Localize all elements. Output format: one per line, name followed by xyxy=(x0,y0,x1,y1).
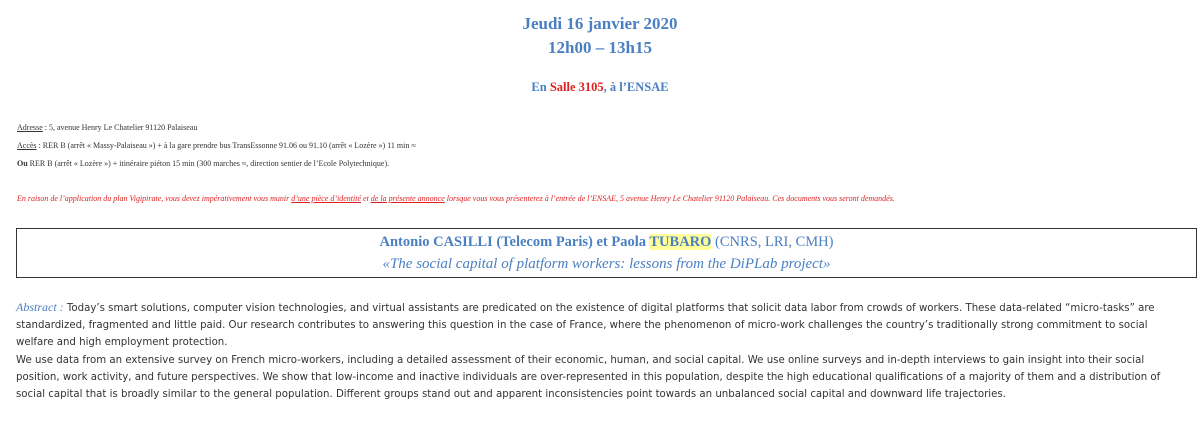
warning-announce-link: de la présente annonce xyxy=(370,194,445,203)
warning-part2: et xyxy=(361,194,371,203)
address-label: Adresse xyxy=(17,123,43,132)
abstract-text1: Today’s smart solutions, computer vision technologies, and virtual assistants are predicated on the existence of digital platforms that solicit data labor from crowds of workers. These data-related “micro-tasks” are standardized, fragmented and little paid. Our research contributes to answering this question in the case of France, where the phenomenon of micro-work challenges the country’s traditionally strong commitment to social welfare and high employment protection. xyxy=(16,303,1155,349)
access-line xyxy=(17,141,416,150)
abstract-label: Abstract : xyxy=(16,300,64,314)
warning-id-link: d’une pièce d’identité xyxy=(291,194,362,203)
access-text: : RER B (arrêt « Massy-Palaiseau ») + à la gare prendre bus TransEssonne 91.06 ou 91.10 (arrêt « Lozère ») 11 min ≈ xyxy=(36,141,416,150)
speaker-highlight: TUBARO xyxy=(649,234,712,250)
speaker-affiliation: (CNRS, LRI, CMH) xyxy=(711,234,834,250)
event-time: 12h00 – 13h15 xyxy=(548,38,652,57)
event-room xyxy=(0,80,1200,95)
room-name: Salle 3105 xyxy=(549,80,604,94)
or-label: Ou xyxy=(17,159,28,168)
speaker-names: Antonio CASILLI (Telecom Paris) et Paola xyxy=(379,234,650,250)
access-label: Accès xyxy=(17,141,37,150)
abstract-para2: We use data from an extensive survey on French micro-workers, including a detailed assessment of their economic, human, and social capital. We use online surveys and in-depth interviews to gain insight into their social position, work activity, and future perspectives. We show that low-income and inactive individuals are over-represented in this population, despite the high educational qualifications of a majority of them and a distribution of social capital that is broadly similar to the general population. Different groups stand out and apparent inconsistencies point towards an unbalanced social capital and downward life trajectories. xyxy=(16,354,1161,401)
room-prefix: En xyxy=(531,80,550,94)
event-date: Jeudi 16 janvier 2020 xyxy=(522,14,678,33)
security-warning xyxy=(17,194,895,203)
warning-part3: lorsque vous vous présenterez à l’entrée de l’ENSAE, 5 avenue Henry Le Chatelier 91120 Palaiseau. Ces documents vous seront demandés. xyxy=(444,194,895,203)
or-text: RER B (arrêt « Lozère ») + itinéraire piéton 15 min (300 marches ≈, direction sentier de l’Ecole Polytechnique). xyxy=(27,159,390,168)
talk-box xyxy=(16,228,1197,278)
talk-title: «The social capital of platform workers: lessons from the DiPLab project» xyxy=(382,256,831,272)
abstract xyxy=(16,299,1186,403)
warning-part1: En raison de l’application du plan Vigipirate, vous devez impérativement vous munir xyxy=(17,194,292,203)
address-line xyxy=(17,123,197,132)
address-text: : 5, avenue Henry Le Chatelier 91120 Palaiseau xyxy=(42,123,198,132)
speakers-line xyxy=(17,234,1196,251)
abstract-para1 xyxy=(16,299,1186,352)
alt-access-line xyxy=(17,159,389,168)
room-suffix: , à l’ENSAE xyxy=(603,80,669,94)
